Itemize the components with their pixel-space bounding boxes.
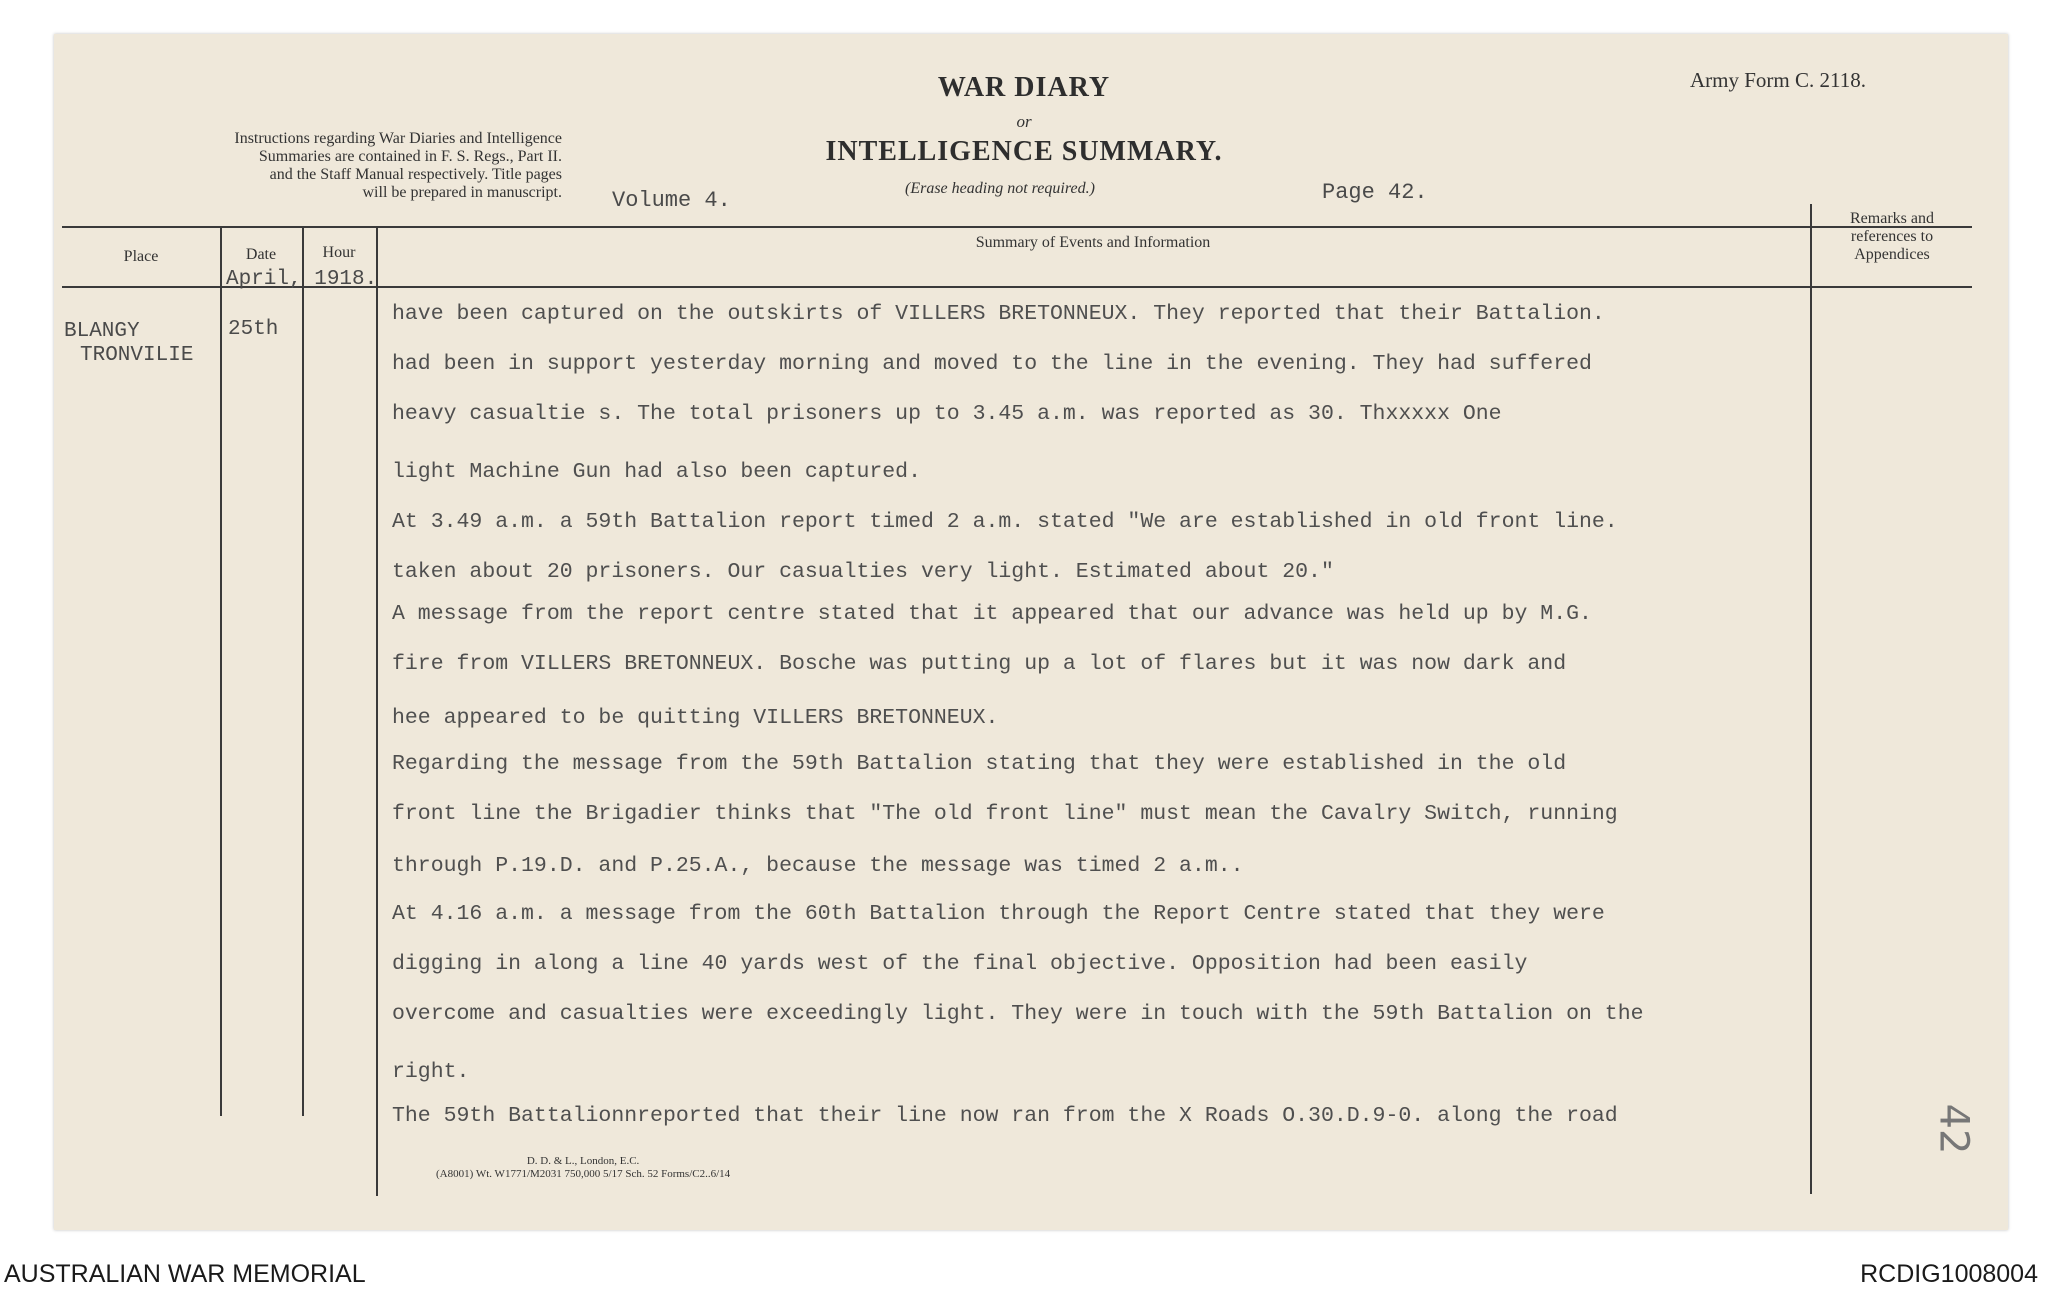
summary-line: A message from the report centre stated that it appeared that our advance was held up by M.G.	[392, 602, 1592, 626]
summary-line: The 59th Battalionnreported that their line now ran from the X Roads O.30.D.9-0. along the road	[392, 1104, 1618, 1128]
summary-line: At 3.49 a.m. a 59th Battalion report timed 2 a.m. stated "We are established in old front line.	[392, 510, 1618, 534]
title-war-diary: WAR DIARY	[937, 72, 1111, 103]
column-header-remarks	[1812, 210, 1972, 264]
summary-line: overcome and casualties were exceedingly light. They were in touch with the 59th Battalion on the	[392, 1002, 1644, 1026]
pencil-folio-number: 42	[1930, 1103, 1977, 1155]
instructions-line: Summaries are contained in F. S. Regs., Part II.	[258, 148, 562, 165]
col-divider-date	[302, 226, 304, 1116]
instructions-note	[112, 130, 562, 202]
entry-month-year: April, 1918.	[226, 268, 378, 291]
summary-line: have been captured on the outskirts of VILLERS BRETONNEUX. They reported that their Battalion.	[392, 302, 1605, 326]
summary-line: light Machine Gun had also been captured.	[392, 460, 921, 484]
erase-note: (Erase heading not required.)	[905, 180, 1095, 197]
summary-line: fire from VILLERS BRETONNEUX. Bosche was putting up a lot of flares but it was now dark and	[392, 652, 1567, 676]
summary-line: right.	[392, 1060, 470, 1084]
column-header-date: Date	[245, 246, 277, 263]
volume-number: Volume 4.	[612, 188, 731, 213]
footer-institution: AUSTRALIAN WAR MEMORIAL	[4, 1260, 366, 1288]
col-divider-summary	[1810, 204, 1812, 1194]
footer-record-id: RCDIG1008004	[1860, 1260, 2038, 1288]
summary-line: front line the Brigadier thinks that "The old front line" must mean the Cavalry Switch, running	[392, 802, 1618, 826]
summary-line: heavy casualtie s. The total prisoners up to 3.45 a.m. was reported as 30. Thxxxxx One	[392, 402, 1502, 426]
instructions-line: will be prepared in manuscript.	[362, 184, 562, 201]
army-form-number: Army Form C. 2118.	[1690, 68, 1866, 92]
summary-line: hee appeared to be quitting VILLERS BRETONNEUX.	[392, 706, 999, 730]
table-top-rule	[62, 226, 1972, 228]
imprint-line: D. D. & L., London, E.C.	[526, 1155, 640, 1167]
col-divider-hour	[376, 226, 378, 1196]
summary-line: At 4.16 a.m. a message from the 60th Battalion through the Report Centre stated that they were	[392, 902, 1605, 926]
column-header-place: Place	[123, 248, 159, 265]
title-intelligence-summary: INTELLIGENCE SUMMARY.	[825, 136, 1223, 167]
remarks-line: Appendices	[1854, 246, 1930, 263]
printer-imprint	[436, 1155, 730, 1181]
remarks-line: Remarks and	[1850, 210, 1934, 227]
diary-page	[54, 34, 2008, 1230]
page-number: Page 42.	[1322, 180, 1428, 205]
instructions-line: Instructions regarding War Diaries and Intelligence	[234, 130, 562, 147]
summary-line: Regarding the message from the 59th Battalion stating that they were established in the old	[392, 752, 1567, 776]
summary-line: had been in support yesterday morning and moved to the line in the evening. They had suffered	[392, 352, 1592, 376]
entry-place-line1: BLANGY	[64, 320, 140, 343]
summary-line: taken about 20 prisoners. Our casualties very light. Estimated about 20."	[392, 560, 1334, 584]
summary-line: digging in along a line 40 yards west of the final objective. Opposition had been easily	[392, 952, 1528, 976]
summary-line: through P.19.D. and P.25.A., because the message was timed 2 a.m..	[392, 854, 1244, 878]
entry-date: 25th	[228, 318, 279, 341]
instructions-line: and the Staff Manual respectively. Title pages	[269, 166, 562, 183]
col-divider-place	[220, 226, 222, 1116]
entry-place-line2: TRONVILIE	[80, 344, 194, 367]
title-or: or	[1016, 112, 1032, 131]
column-header-hour: Hour	[322, 244, 356, 261]
imprint-line: (A8001) Wt. W1771/M2031 750,000 5/17 Sch. 52 Forms/C2..6/14	[436, 1168, 731, 1180]
remarks-line: references to	[1850, 228, 1934, 245]
column-header-summary: Summary of Events and Information	[975, 234, 1211, 251]
